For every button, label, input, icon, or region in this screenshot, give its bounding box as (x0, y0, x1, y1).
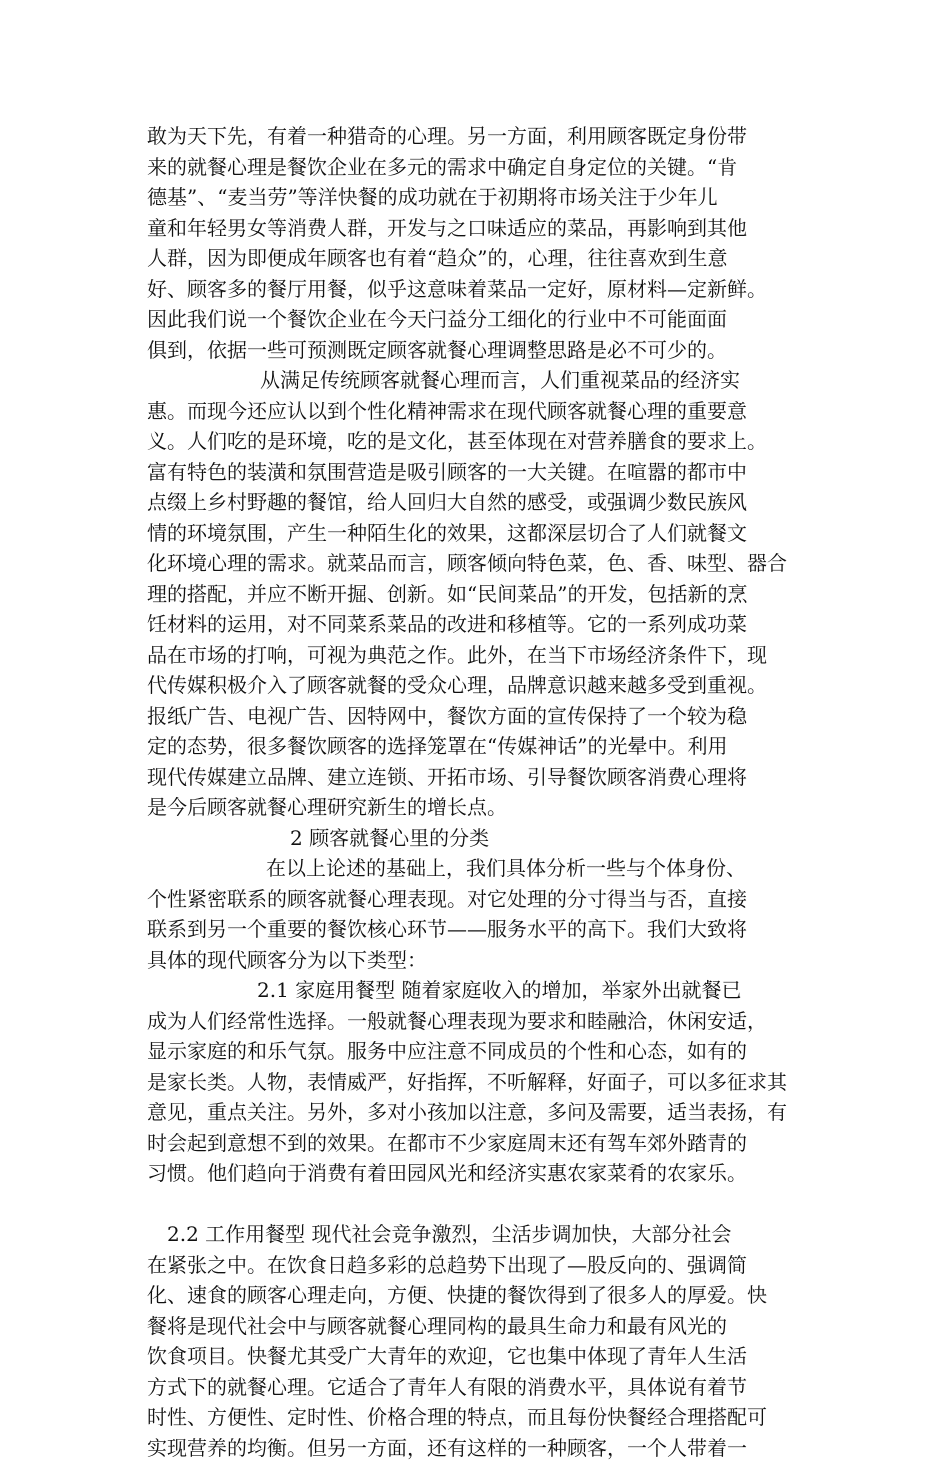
text-line: 富有特色的装潢和氛围营造是吸引顾客的一大关键。在喧嚣的都市中 (147, 457, 812, 488)
text-line: 个性紧密联系的顾客就餐心理表现。对它处理的分寸得当与否，直接 (147, 884, 812, 915)
text-line: 2.1 家庭用餐型 随着家庭收入的增加，举家外出就餐已 (147, 975, 812, 1006)
text-line: 代传媒积极介入了顾客就餐的受众心理，品牌意识越来越多受到重视。 (147, 670, 812, 701)
text-line: 敢为天下先，有着一种猎奇的心理。另一方面，利用顾客既定身份带 (147, 121, 812, 152)
text-line: 时会起到意想不到的效果。在都市不少家庭周末还有驾车郊外踏青的 (147, 1128, 812, 1159)
text-line: 在以上论述的基础上，我们具体分析一些与个体身份、 (147, 853, 812, 884)
text-line: 童和年轻男女等消费人群，开发与之口味适应的菜品，再影响到其他 (147, 213, 812, 244)
text-line: 2 顾客就餐心里的分类 (147, 823, 812, 854)
text-line: 时性、方便性、定时性、价格合理的特点，而且每份快餐经合理搭配可 (147, 1402, 812, 1433)
text-line: 俱到，依据一些可预测既定顾客就餐心理调整思路是必不可少的。 (147, 335, 812, 366)
text-line: 方式下的就餐心理。它适合了青年人有限的消费水平，具体说有着节 (147, 1372, 812, 1403)
text-line: 品在市场的打响，可视为典范之作。此外，在当下市场经济条件下，现 (147, 640, 812, 671)
text-line: 是今后顾客就餐心理研究新生的增长点。 (147, 792, 812, 823)
text-line: 意见，重点关注。另外，多对小孩加以注意，多问及需要，适当表扬，有 (147, 1097, 812, 1128)
text-line: 从满足传统顾客就餐心理而言，人们重视菜品的经济实 (147, 365, 812, 396)
text-line: 惠。而现今还应认以到个性化精神需求在现代顾客就餐心理的重要意 (147, 396, 812, 427)
text-line: 现代传媒建立品牌、建立连锁、开拓市场、引导餐饮顾客消费心理将 (147, 762, 812, 793)
text-line: 人群，因为即便成年顾客也有着“趋众”的，心理，往往喜欢到生意 (147, 243, 812, 274)
text-line: 习惯。他们趋向于消费有着田园风光和经济实惠农家菜肴的农家乐。 (147, 1158, 812, 1189)
text-line: 饮食项目。快餐尤其受广大青年的欢迎，它也集中体现了青年人生活 (147, 1341, 812, 1372)
text-line: 联系到另一个重要的餐饮核心环节——服务水平的高下。我们大致将 (147, 914, 812, 945)
text-line: 在紧张之中。在饮食日趋多彩的总趋势下出现了—股反向的、强调简 (147, 1250, 812, 1281)
text-line: 因此我们说一个餐饮企业在今天闩益分工细化的行业中不可能面面 (147, 304, 812, 335)
text-line: 化环境心理的需求。就菜品而言，顾客倾向特色菜，色、香、味型、器合 (147, 548, 812, 579)
text-line: 2.2 工作用餐型 现代社会竞争激烈，尘活步调加快，大部分社会 (147, 1219, 812, 1250)
text-line: 理的搭配，并应不断开掘、创新。如“民间菜品”的开发，包括新的烹 (147, 579, 812, 610)
text-line: 化、速食的顾客心理走向，方便、快捷的餐饮得到了很多人的厚爱。快 (147, 1280, 812, 1311)
text-line: 情的环境氛围，产生一种陌生化的效果，这都深层切合了人们就餐文 (147, 518, 812, 549)
text-line: 好、顾客多的餐厅用餐，似乎这意味着菜品一定好，原材料—定新鲜。 (147, 274, 812, 305)
text-line: 成为人们经常性选择。一般就餐心理表现为要求和睦融洽，休闲安适， (147, 1006, 812, 1037)
text-line: 点缀上乡村野趣的餐馆，给人回归大自然的感受，或强调少数民族风 (147, 487, 812, 518)
text-line: 实现营养的均衡。但另一方面，还有这样的一种顾客，一个人带着一 (147, 1433, 812, 1463)
text-line: 显示家庭的和乐气氛。服务中应注意不同成员的个性和心态，如有的 (147, 1036, 812, 1067)
text-line: 报纸广告、电视广告、因特网中，餐饮方面的宣传保持了一个较为稳 (147, 701, 812, 732)
text-line: 是家长类。人物，表情威严，好指挥，不听解释，好面子，可以多征求其 (147, 1067, 812, 1098)
text-line: 德基”、“麦当劳”等洋快餐的成功就在于初期将市场关注于少年儿 (147, 182, 812, 213)
text-line: 饪材料的运用，对不同菜系菜品的改进和移植等。它的一系列成功菜 (147, 609, 812, 640)
text-line: 来的就餐心理是餐饮企业在多元的需求中确定自身定位的关键。“肯 (147, 152, 812, 183)
text-line: 具体的现代顾客分为以下类型： (147, 945, 812, 976)
document-body (147, 121, 812, 1463)
text-line: 定的态势，很多餐饮顾客的选择笼罩在“传媒神话”的光晕中。利用 (147, 731, 812, 762)
text-line: 餐将是现代社会中与顾客就餐心理同构的最具生命力和最有风光的 (147, 1311, 812, 1342)
blank-line (147, 1189, 812, 1220)
text-line: 义。人们吃的是环境，吃的是文化，甚至体现在对营养膳食的要求上。 (147, 426, 812, 457)
